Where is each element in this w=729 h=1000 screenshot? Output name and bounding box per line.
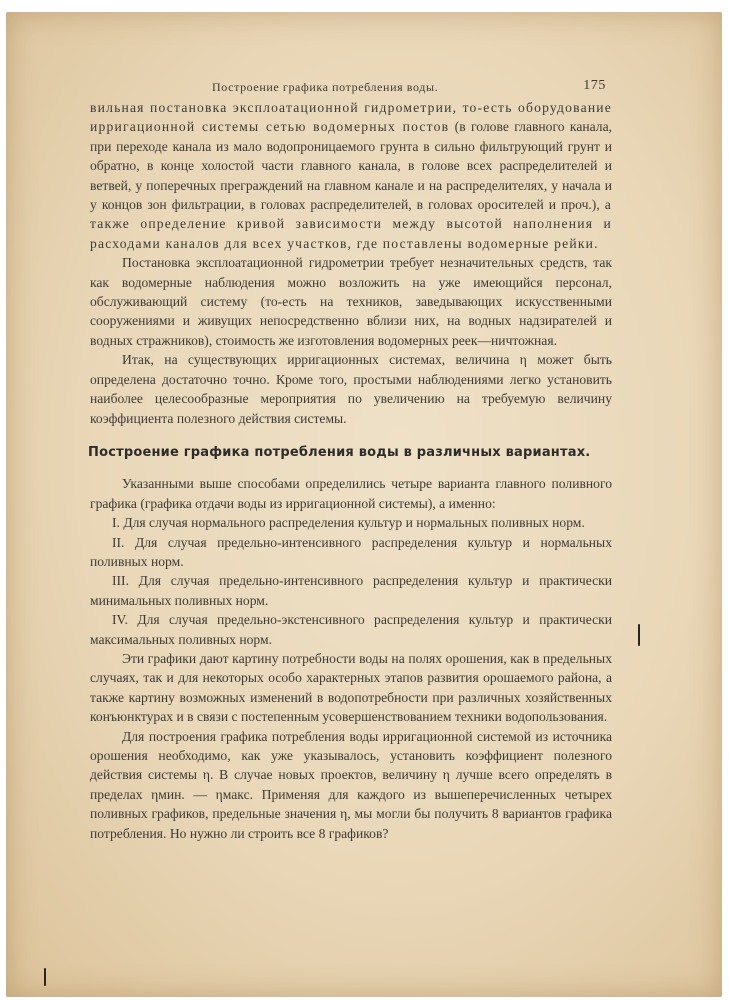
running-head-title: Построение графика потребления воды. bbox=[212, 80, 439, 94]
ink-mark bbox=[44, 968, 46, 986]
page-content bbox=[90, 72, 612, 843]
page-number: 175 bbox=[583, 78, 606, 93]
paragraph-1-spaced-end: а также определение кривой зависимости между высотой наполнения и расходами каналов для всех участков, где поставлены водомерные рейки. bbox=[90, 197, 612, 251]
list-item: II. Для случая предельно-интенсивного распределения культур и нормальных поливных норм. bbox=[90, 534, 612, 569]
paragraph-5: Эти графики дают картину потребности воды на полях орошения, как в предельных случаях, так и для некоторых особо характерных этапов развития орошаемого района, а также картину возможных изменений в водопотребности при различных хозяйственных конъюнктурах и в связи с постепенным усовершенствованием техники водопользования. bbox=[90, 650, 612, 725]
paragraph-4: Указанными выше способами определились четыре варианта главного поливного графика (графика отдачи воды из ирригационной системы), а именно: bbox=[90, 476, 612, 511]
ink-mark bbox=[638, 624, 640, 646]
book-page bbox=[6, 12, 722, 997]
list-item: I. Для случая нормального распределения культур и нормальных поливных норм. bbox=[112, 515, 585, 531]
section-heading: Построение графика потребления воды в различных вариантах. bbox=[88, 444, 591, 460]
paragraph-2: Постановка эксплоатационной гидрометрии требует незначительных средств, так как водомерные наблюдения можно возложить на уже имеющийся персонал, обслуживающий систему (то-есть на техников, заведывающих искусственными сооружениями и живущих непосредственно вблизи них, на водных надзирателей и водных стражников), стоимость же изготовления водомерных реек—ничтожная. bbox=[90, 255, 612, 348]
paragraph-1-spaced-start: вильная постановка эксплоатационной гидрометрии, то-есть оборудование ирригационной системы сетью водомерных постов bbox=[90, 100, 612, 135]
running-head bbox=[90, 72, 612, 98]
list-item: III. Для случая предельно-интенсивного распределения культур и практически минимальных поливных норм. bbox=[90, 573, 612, 608]
paragraph-6: Для построения графика потребления воды ирригационной системой из источника орошения необходимо, как уже указывалось, установить коэффициент полезного действия системы η. В случае новых проектов, величину η лучше всего определять в пределах ηмин. — ηмакс. Применяя для каждого из вышеперечисленных четырех поливных графиков, предельные значения η, мы могли бы получить 8 вариантов графика потребления. Но нужно ли строить все 8 графиков? bbox=[90, 728, 612, 841]
paragraph-1-middle: (в голове главного канала, при переходе канала из мало водопроницаемого грунта в сильно фильтрующий грунт и обратно, в конце холостой части главного канала, в голове всех распределителей и ветвей, у поперечных преграждений на главном канале и на распределителях, у начала и у концов зон фильтрации, в головах распределителей, в головах оросителей и проч.), bbox=[90, 119, 612, 213]
paragraph-1 bbox=[90, 98, 612, 253]
paragraph-3: Итак, на существующих ирригационных системах, величина η может быть определена достаточно точно. Кроме того, простыми наблюдениями легко установить наиболее целесообразные мероприятия по увеличению на требуемую величину коэффициента полезного действия системы. bbox=[90, 352, 612, 426]
list-item: IV. Для случая предельно-экстенсивного распределения культур и практически максимальных поливных норм. bbox=[90, 612, 612, 647]
